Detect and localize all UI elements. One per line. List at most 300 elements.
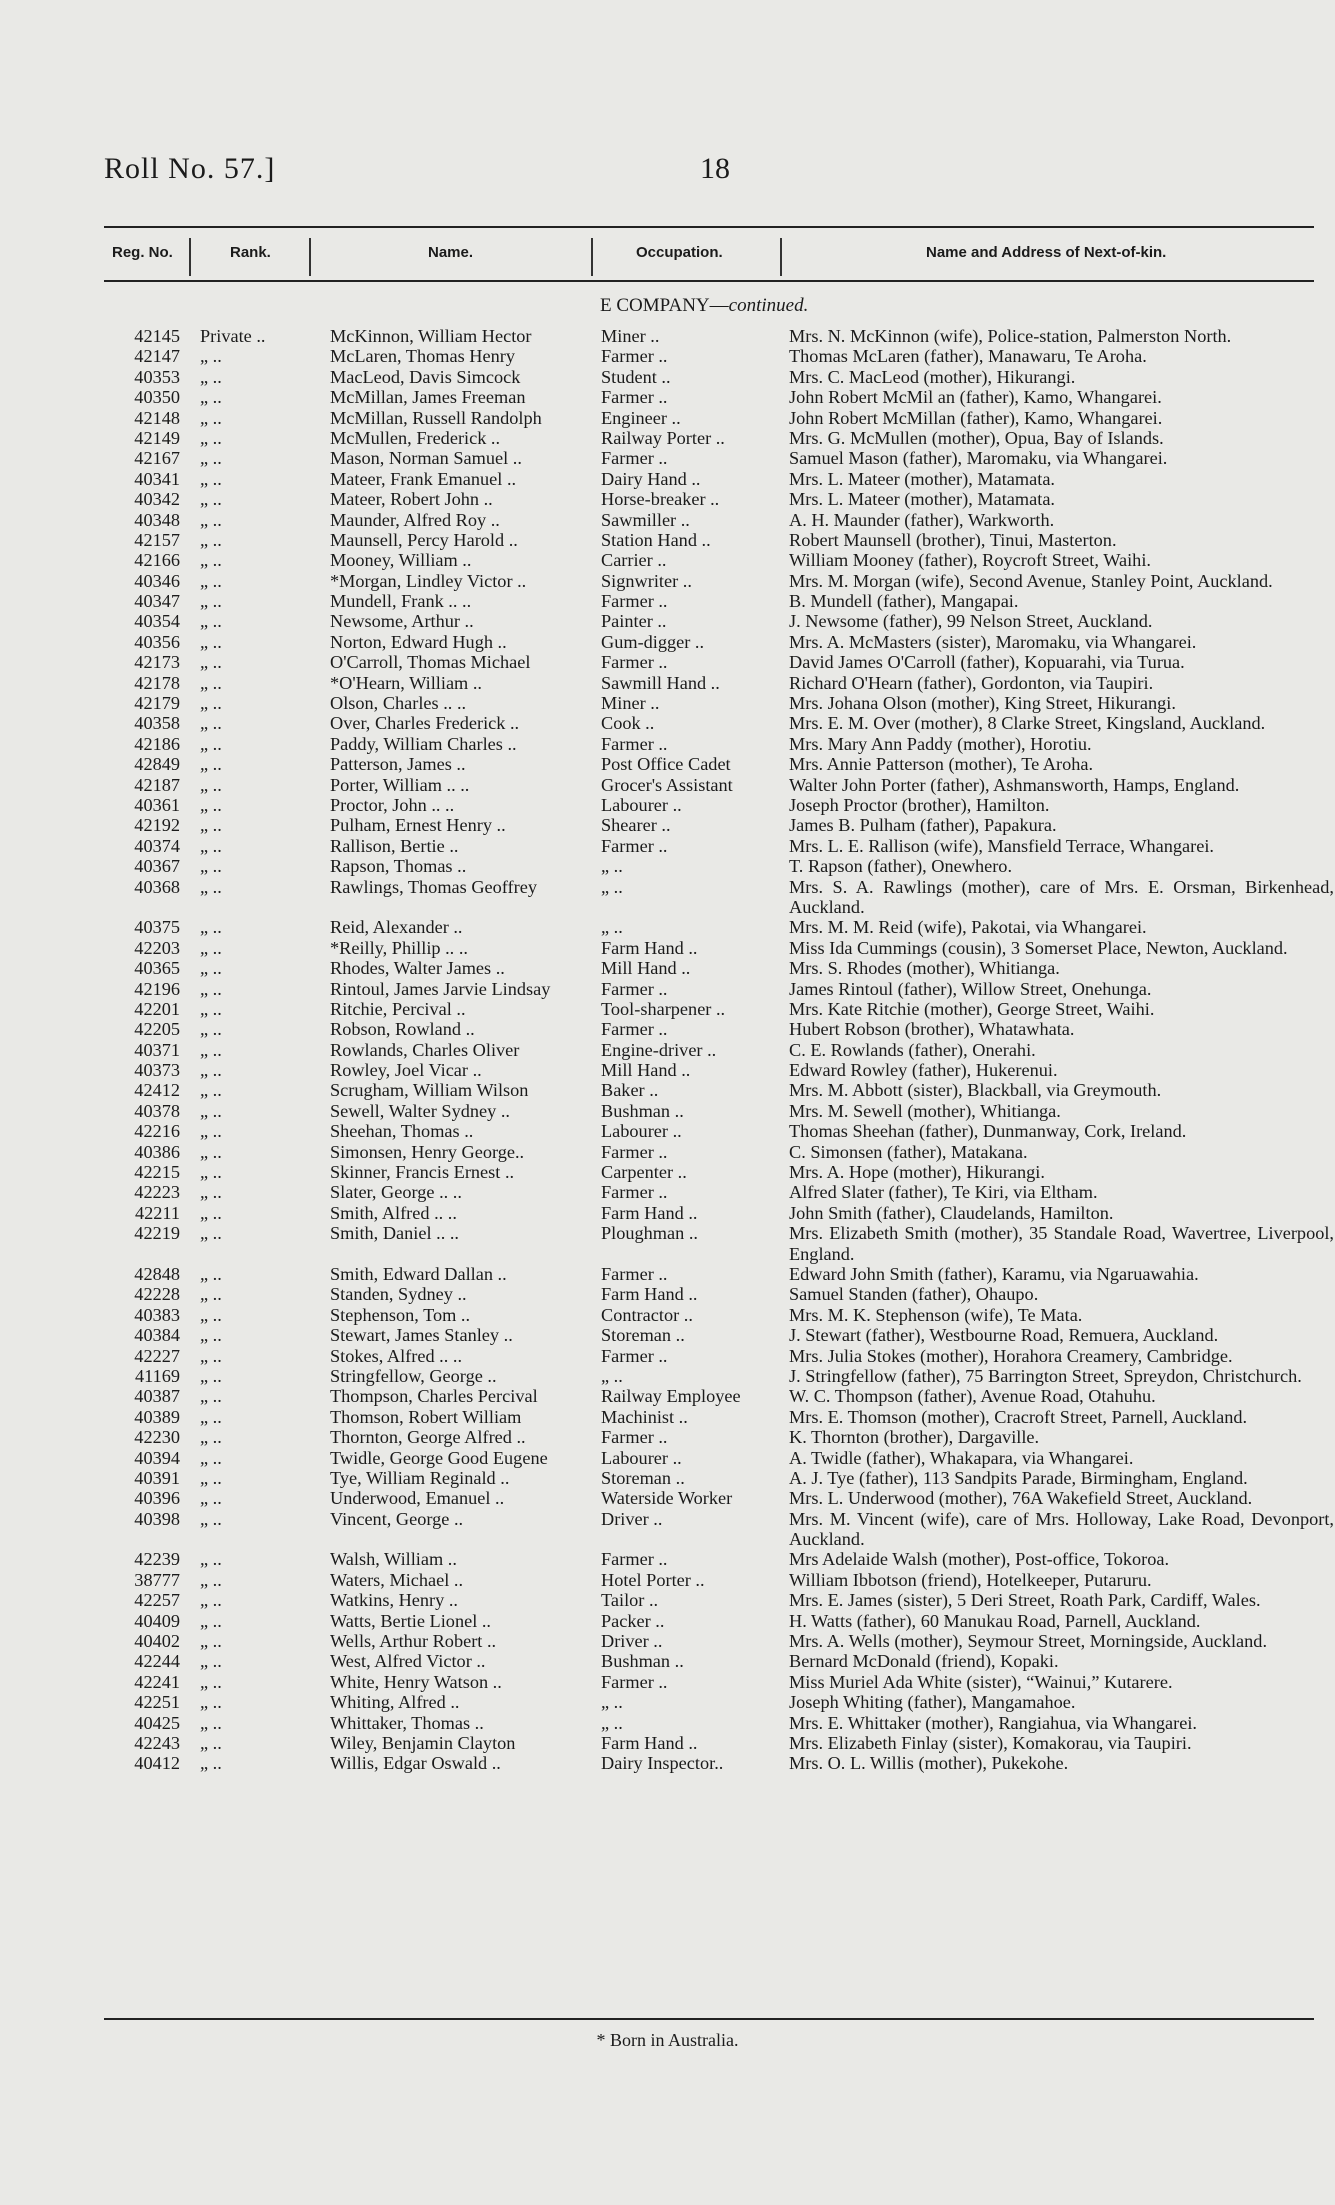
table-row bbox=[0, 917, 1335, 937]
rank-cell: „ .. bbox=[200, 754, 222, 775]
occupation-cell: Storeman .. bbox=[601, 1467, 685, 1488]
occupation-cell: Shearer .. bbox=[601, 815, 671, 836]
name-cell: Stringfellow, George .. bbox=[330, 1365, 497, 1386]
next-of-kin-cell: C. Simonsen (father), Matakana. bbox=[789, 1141, 1028, 1162]
rank-cell: „ .. bbox=[200, 1223, 222, 1244]
next-of-kin-cell: Mrs. E. James (sister), 5 Deri Street, Roath Park, Cardiff, Wales. bbox=[789, 1590, 1261, 1611]
table-row bbox=[0, 1427, 1335, 1447]
table-row bbox=[0, 346, 1335, 366]
occupation-cell: Farmer .. bbox=[601, 978, 668, 999]
reg-no-cell: 40398 bbox=[134, 1508, 180, 1529]
name-cell: Watkins, Henry .. bbox=[330, 1590, 458, 1611]
name-cell: Wells, Arthur Robert .. bbox=[330, 1631, 497, 1652]
next-of-kin-cell: Mrs. M. Abbott (sister), Blackball, via Greymouth. bbox=[789, 1080, 1162, 1101]
reg-no-cell: 42241 bbox=[134, 1671, 180, 1692]
rank-cell: „ .. bbox=[200, 917, 222, 938]
name-cell: Whiting, Alfred .. bbox=[330, 1692, 460, 1713]
next-of-kin-cell: Mrs. O. L. Willis (mother), Pukekohe. bbox=[789, 1753, 1069, 1774]
table-row bbox=[0, 632, 1335, 652]
name-cell: *Reilly, Phillip .. .. bbox=[330, 937, 468, 958]
occupation-cell: Storeman .. bbox=[601, 1325, 685, 1346]
col-next-of-kin: Name and Address of Next-of-kin. bbox=[926, 244, 1167, 261]
next-of-kin-cell: Hubert Robson (brother), Whatawhata. bbox=[789, 1019, 1075, 1040]
occupation-cell: Station Hand .. bbox=[601, 529, 711, 550]
rank-cell: „ .. bbox=[200, 1080, 222, 1101]
occupation-cell: Farmer .. bbox=[601, 1549, 668, 1570]
name-cell: Ritchie, Percival .. bbox=[330, 998, 466, 1019]
table-row bbox=[0, 795, 1335, 815]
occupation-cell: Cook .. bbox=[601, 713, 655, 734]
rank-cell: „ .. bbox=[200, 1488, 222, 1509]
reg-no-cell: 42187 bbox=[134, 774, 180, 795]
occupation-cell: Gum-digger .. bbox=[601, 631, 705, 652]
table-row bbox=[0, 1386, 1335, 1406]
rank-cell: „ .. bbox=[200, 815, 222, 836]
rank-cell: „ .. bbox=[200, 468, 222, 489]
occupation-cell: Engine-driver .. bbox=[601, 1039, 717, 1060]
next-of-kin-cell: Mrs. E. Thomson (mother), Cracroft Street, Parnell, Auckland. bbox=[789, 1406, 1248, 1427]
next-of-kin-cell: A. Twidle (father), Whakapara, via Whangarei. bbox=[789, 1447, 1134, 1468]
reg-no-cell: 40425 bbox=[134, 1712, 180, 1733]
section-title: E COMPANY— bbox=[600, 295, 729, 316]
occupation-cell: Signwriter .. bbox=[601, 570, 692, 591]
reg-no-cell: 40371 bbox=[134, 1039, 180, 1060]
occupation-cell: Ploughman .. bbox=[601, 1223, 698, 1244]
rank-cell: „ .. bbox=[200, 1631, 222, 1652]
next-of-kin-cell: Mrs. A. Hope (mother), Hikurangi. bbox=[789, 1162, 1045, 1183]
name-cell: Rowlands, Charles Oliver bbox=[330, 1039, 520, 1060]
next-of-kin-cell: Mrs. Elizabeth Smith (mother), 35 Standale Road, Wavertree, Liverpool, England. bbox=[789, 1223, 1334, 1264]
reg-no-cell: 42205 bbox=[134, 1019, 180, 1040]
reg-no-cell: 40356 bbox=[134, 631, 180, 652]
next-of-kin-cell: T. Rapson (father), Onewhero. bbox=[789, 856, 1013, 877]
table-row bbox=[0, 673, 1335, 693]
next-of-kin-cell: W. C. Thompson (father), Avenue Road, Otahuhu. bbox=[789, 1386, 1156, 1407]
reg-no-cell: 42251 bbox=[134, 1692, 180, 1713]
table-row bbox=[0, 1713, 1335, 1733]
name-cell: Newsome, Arthur .. bbox=[330, 611, 474, 632]
occupation-cell: Engineer .. bbox=[601, 407, 681, 428]
rank-cell: „ .. bbox=[200, 387, 222, 408]
next-of-kin-cell: Mrs. S. A. Rawlings (mother), care of Mrs. E. Orsman, Birkenhead, Auckland. bbox=[789, 876, 1334, 917]
reg-no-cell: 42848 bbox=[134, 1264, 180, 1284]
table-row bbox=[0, 856, 1335, 876]
table-row bbox=[0, 428, 1335, 448]
occupation-cell: „ .. bbox=[601, 1712, 623, 1733]
rank-cell: „ .. bbox=[200, 1447, 222, 1468]
occupation-cell: Farm Hand .. bbox=[601, 1284, 698, 1305]
next-of-kin-cell: Mrs. M. Vincent (wife), care of Mrs. Holloway, Lake Road, Devonport, Auckland. bbox=[789, 1508, 1334, 1550]
reg-no-cell: 40348 bbox=[134, 509, 180, 530]
table-row bbox=[0, 1019, 1335, 1039]
roll-number: Roll No. 57.] bbox=[104, 152, 276, 185]
occupation-cell: „ .. bbox=[601, 917, 623, 938]
reg-no-cell: 40378 bbox=[134, 1100, 180, 1121]
name-cell: Scrugham, William Wilson bbox=[330, 1080, 529, 1101]
rank-cell: „ .. bbox=[200, 1692, 222, 1713]
occupation-cell: „ .. bbox=[601, 876, 623, 897]
name-cell: Robson, Rowland .. bbox=[330, 1019, 475, 1040]
name-cell: Over, Charles Frederick .. bbox=[330, 713, 520, 734]
occupation-cell: Farmer .. bbox=[601, 1019, 668, 1040]
reg-no-cell: 42147 bbox=[134, 346, 180, 367]
next-of-kin-cell: Mrs. C. MacLeod (mother), Hikurangi. bbox=[789, 366, 1076, 387]
name-cell: Maunder, Alfred Roy .. bbox=[330, 509, 500, 530]
rank-cell: „ .. bbox=[200, 1549, 222, 1570]
name-cell: Pulham, Ernest Henry .. bbox=[330, 815, 506, 836]
table-row bbox=[0, 367, 1335, 387]
rank-cell: „ .. bbox=[200, 1651, 222, 1672]
table-row bbox=[0, 1672, 1335, 1692]
footnote: * Born in Australia. bbox=[596, 2030, 739, 2050]
rank-cell: Private .. bbox=[200, 326, 266, 346]
reg-no-cell: 42216 bbox=[134, 1121, 180, 1142]
reg-no-cell: 41169 bbox=[134, 1365, 180, 1386]
reg-no-cell: 40358 bbox=[134, 713, 180, 734]
next-of-kin-cell: Samuel Mason (father), Maromaku, via Whangarei. bbox=[789, 448, 1168, 469]
name-cell: Paddy, William Charles .. bbox=[330, 733, 517, 754]
rank-cell: „ .. bbox=[200, 1365, 222, 1386]
next-of-kin-cell: Mrs. Kate Ritchie (mother), George Street, Waihi. bbox=[789, 998, 1155, 1019]
next-of-kin-cell: Mrs. M. K. Stephenson (wife), Te Mata. bbox=[789, 1304, 1083, 1325]
next-of-kin-cell: Bernard McDonald (friend), Kopaki. bbox=[789, 1651, 1059, 1672]
rank-cell: „ .. bbox=[200, 958, 222, 979]
table-row bbox=[0, 387, 1335, 407]
rank-cell: „ .. bbox=[200, 570, 222, 591]
table-row bbox=[0, 1203, 1335, 1223]
rank-cell: „ .. bbox=[200, 1610, 222, 1631]
name-cell: Waters, Michael .. bbox=[330, 1569, 464, 1590]
table-row bbox=[0, 1509, 1335, 1550]
reg-no-cell: 42149 bbox=[134, 427, 180, 448]
footer-rule bbox=[104, 2018, 1314, 2020]
occupation-cell: Tool-sharpener .. bbox=[601, 998, 726, 1019]
next-of-kin-cell: Edward Rowley (father), Hukerenui. bbox=[789, 1060, 1058, 1081]
rank-cell: „ .. bbox=[200, 1162, 222, 1183]
rank-cell: „ .. bbox=[200, 1284, 222, 1305]
next-of-kin-cell: Thomas McLaren (father), Manawaru, Te Aroha. bbox=[789, 346, 1147, 367]
table-row bbox=[0, 1570, 1335, 1590]
next-of-kin-cell: John Robert McMillan (father), Kamo, Whangarei. bbox=[789, 407, 1163, 428]
table-row bbox=[0, 448, 1335, 468]
table-row bbox=[0, 1040, 1335, 1060]
reg-no-cell: 38777 bbox=[134, 1569, 180, 1590]
reg-no-cell: 40361 bbox=[134, 794, 180, 815]
table-row bbox=[0, 1346, 1335, 1366]
reg-no-cell: 42167 bbox=[134, 448, 180, 469]
reg-no-cell: 42849 bbox=[134, 754, 180, 775]
name-cell: MacLeod, Davis Simcock bbox=[330, 366, 521, 387]
occupation-cell: Railway Employee bbox=[601, 1386, 741, 1407]
next-of-kin-cell: J. Newsome (father), 99 Nelson Street, Auckland. bbox=[789, 611, 1153, 632]
next-of-kin-cell: William Mooney (father), Roycroft Street, Waihi. bbox=[789, 550, 1151, 571]
name-cell: Stewart, James Stanley .. bbox=[330, 1325, 513, 1346]
name-cell: Thompson, Charles Percival bbox=[330, 1386, 538, 1407]
name-cell: Simonsen, Henry George.. bbox=[330, 1141, 525, 1162]
rank-cell: „ .. bbox=[200, 835, 222, 856]
rank-cell: „ .. bbox=[200, 1753, 222, 1774]
next-of-kin-cell: Mrs. E. Whittaker (mother), Rangiahua, via Whangarei. bbox=[789, 1712, 1197, 1733]
table-row bbox=[0, 1407, 1335, 1427]
occupation-cell: Labourer .. bbox=[601, 1447, 682, 1468]
table-row bbox=[0, 938, 1335, 958]
table-row bbox=[0, 611, 1335, 631]
reg-no-cell: 40389 bbox=[134, 1406, 180, 1427]
reg-no-cell: 40383 bbox=[134, 1304, 180, 1325]
reg-no-cell: 42257 bbox=[134, 1590, 180, 1611]
table-row bbox=[0, 999, 1335, 1019]
table-row bbox=[0, 1182, 1335, 1202]
next-of-kin-cell: Mrs. L. Underwood (mother), 76A Wakefield Street, Auckland. bbox=[789, 1488, 1253, 1509]
occupation-cell: Waterside Worker bbox=[601, 1488, 733, 1509]
table-row bbox=[0, 1223, 1335, 1264]
name-cell: Maunsell, Percy Harold .. bbox=[330, 529, 518, 550]
reg-no-cell: 42215 bbox=[134, 1162, 180, 1183]
occupation-cell: Student .. bbox=[601, 366, 671, 387]
next-of-kin-cell: John Smith (father), Claudelands, Hamilton. bbox=[789, 1202, 1114, 1223]
rank-cell: „ .. bbox=[200, 794, 222, 815]
rank-cell: „ .. bbox=[200, 876, 222, 897]
next-of-kin-cell: Joseph Proctor (brother), Hamilton. bbox=[789, 794, 1050, 815]
table-row bbox=[0, 1101, 1335, 1121]
next-of-kin-cell: William Ibbotson (friend), Hotelkeeper, Putaruru. bbox=[789, 1569, 1152, 1590]
reg-no-cell: 40387 bbox=[134, 1386, 180, 1407]
name-cell: Rhodes, Walter James .. bbox=[330, 958, 505, 979]
rank-cell: „ .. bbox=[200, 1406, 222, 1427]
table-row bbox=[0, 591, 1335, 611]
name-cell: Standen, Sydney .. bbox=[330, 1284, 467, 1305]
table-row bbox=[0, 1611, 1335, 1631]
name-cell: Norton, Edward Hugh .. bbox=[330, 631, 507, 652]
reg-no-cell: 42192 bbox=[134, 815, 180, 836]
rank-cell: „ .. bbox=[200, 1264, 222, 1284]
rank-cell: „ .. bbox=[200, 1141, 222, 1162]
next-of-kin-cell: Mrs. Johana Olson (mother), King Street, Hikurangi. bbox=[789, 693, 1176, 714]
name-cell: Mundell, Frank .. .. bbox=[330, 591, 472, 612]
name-cell: McKinnon, William Hector bbox=[330, 326, 532, 346]
table-row bbox=[0, 775, 1335, 795]
occupation-cell: Farm Hand .. bbox=[601, 1733, 698, 1753]
occupation-cell: Painter .. bbox=[601, 611, 667, 632]
col-reg-no: Reg. No. bbox=[112, 244, 173, 261]
name-cell: McLaren, Thomas Henry bbox=[330, 346, 515, 367]
section-heading bbox=[600, 295, 808, 317]
reg-no-cell: 40353 bbox=[134, 366, 180, 387]
reg-no-cell: 40375 bbox=[134, 917, 180, 938]
next-of-kin-cell: Alfred Slater (father), Te Kiri, via Eltham. bbox=[789, 1182, 1098, 1203]
roll-table bbox=[0, 326, 1335, 1774]
reg-no-cell: 40374 bbox=[134, 835, 180, 856]
rank-cell: „ .. bbox=[200, 1427, 222, 1448]
table-row bbox=[0, 754, 1335, 774]
rank-cell: „ .. bbox=[200, 1671, 222, 1692]
name-cell: *Morgan, Lindley Victor .. bbox=[330, 570, 527, 591]
occupation-cell: Horse-breaker .. bbox=[601, 489, 720, 510]
occupation-cell: Labourer .. bbox=[601, 1121, 682, 1142]
rank-cell: „ .. bbox=[200, 693, 222, 714]
next-of-kin-cell: David James O'Carroll (father), Kopuarahi, via Turua. bbox=[789, 652, 1185, 673]
table-row bbox=[0, 734, 1335, 754]
occupation-cell: Farmer .. bbox=[601, 733, 668, 754]
table-row bbox=[0, 1121, 1335, 1141]
next-of-kin-cell: Mrs. Julia Stokes (mother), Horahora Creamery, Cambridge. bbox=[789, 1345, 1233, 1366]
table-row bbox=[0, 1366, 1335, 1386]
reg-no-cell: 42219 bbox=[134, 1223, 180, 1244]
table-row bbox=[0, 1325, 1335, 1345]
table-row bbox=[0, 469, 1335, 489]
rank-cell: „ .. bbox=[200, 1182, 222, 1203]
occupation-cell: Railway Porter .. bbox=[601, 427, 725, 448]
next-of-kin-cell: A. J. Tye (father), 113 Sandpits Parade, Birmingham, England. bbox=[789, 1467, 1248, 1488]
reg-no-cell: 40365 bbox=[134, 958, 180, 979]
occupation-cell: Carrier .. bbox=[601, 550, 667, 571]
next-of-kin-cell: Edward John Smith (father), Karamu, via Ngaruawahia. bbox=[789, 1264, 1199, 1284]
occupation-cell: Farmer .. bbox=[601, 1345, 668, 1366]
name-cell: Vincent, George .. bbox=[330, 1508, 464, 1529]
occupation-cell: Driver .. bbox=[601, 1631, 663, 1652]
reg-no-cell: 40346 bbox=[134, 570, 180, 591]
name-cell: McMillan, Russell Randolph bbox=[330, 407, 542, 428]
table-row bbox=[0, 1162, 1335, 1182]
reg-no-cell: 42157 bbox=[134, 529, 180, 550]
name-cell: Walsh, William .. bbox=[330, 1549, 457, 1570]
occupation-cell: Packer .. bbox=[601, 1610, 665, 1631]
table-row bbox=[0, 1590, 1335, 1610]
rank-cell: „ .. bbox=[200, 611, 222, 632]
reg-no-cell: 40367 bbox=[134, 856, 180, 877]
reg-no-cell: 40354 bbox=[134, 611, 180, 632]
name-cell: Thornton, George Alfred .. bbox=[330, 1427, 526, 1448]
next-of-kin-cell: Mrs. L. E. Rallison (wife), Mansfield Terrace, Whangarei. bbox=[789, 835, 1214, 856]
reg-no-cell: 42173 bbox=[134, 652, 180, 673]
rank-cell: „ .. bbox=[200, 774, 222, 795]
rank-cell: „ .. bbox=[200, 1712, 222, 1733]
rank-cell: „ .. bbox=[200, 489, 222, 510]
reg-no-cell: 42228 bbox=[134, 1284, 180, 1305]
occupation-cell: Farm Hand .. bbox=[601, 1202, 698, 1223]
reg-no-cell: 42244 bbox=[134, 1651, 180, 1672]
reg-no-cell: 40342 bbox=[134, 489, 180, 510]
reg-no-cell: 42178 bbox=[134, 672, 180, 693]
table-row bbox=[0, 836, 1335, 856]
table-row bbox=[0, 1264, 1335, 1284]
rank-cell: „ .. bbox=[200, 427, 222, 448]
rank-cell: „ .. bbox=[200, 1019, 222, 1040]
next-of-kin-cell: Mrs. G. McMullen (mother), Opua, Bay of Islands. bbox=[789, 427, 1164, 448]
reg-no-cell: 42186 bbox=[134, 733, 180, 754]
occupation-cell: „ .. bbox=[601, 1692, 623, 1713]
next-of-kin-cell: Mrs. A. Wells (mother), Seymour Street, Morningside, Auckland. bbox=[789, 1631, 1268, 1652]
next-of-kin-cell: Robert Maunsell (brother), Tinui, Masterton. bbox=[789, 529, 1117, 550]
name-cell: Patterson, James .. bbox=[330, 754, 466, 775]
name-cell: Stephenson, Tom .. bbox=[330, 1304, 471, 1325]
next-of-kin-cell: Walter John Porter (father), Ashmansworth, Hamps, England. bbox=[789, 774, 1240, 795]
section-suffix: continued. bbox=[728, 295, 809, 316]
next-of-kin-cell: Mrs. M. Sewell (mother), Whitianga. bbox=[789, 1100, 1061, 1121]
rank-cell: „ .. bbox=[200, 1345, 222, 1366]
table-row bbox=[0, 652, 1335, 672]
occupation-cell: Dairy Hand .. bbox=[601, 468, 701, 489]
rank-cell: „ .. bbox=[200, 1121, 222, 1142]
table-row bbox=[0, 1305, 1335, 1325]
reg-no-cell: 42203 bbox=[134, 937, 180, 958]
occupation-cell: Tailor .. bbox=[601, 1590, 659, 1611]
table-row bbox=[0, 1080, 1335, 1100]
table-row bbox=[0, 550, 1335, 570]
next-of-kin-cell: Mrs. L. Mateer (mother), Matamata. bbox=[789, 468, 1055, 489]
rank-cell: „ .. bbox=[200, 550, 222, 571]
name-cell: Mateer, Robert John .. bbox=[330, 489, 493, 510]
reg-no-cell: 40386 bbox=[134, 1141, 180, 1162]
occupation-cell: Miner .. bbox=[601, 326, 660, 346]
occupation-cell: Farmer .. bbox=[601, 591, 668, 612]
next-of-kin-cell: Mrs. M. Morgan (wife), Second Avenue, Stanley Point, Auckland. bbox=[789, 570, 1273, 591]
occupation-cell: Farmer .. bbox=[601, 1182, 668, 1203]
reg-no-cell: 42227 bbox=[134, 1345, 180, 1366]
table-header bbox=[104, 226, 1314, 282]
name-cell: Watts, Bertie Lionel .. bbox=[330, 1610, 491, 1631]
table-row bbox=[0, 326, 1335, 346]
reg-no-cell: 40412 bbox=[134, 1753, 180, 1774]
next-of-kin-cell: Samuel Standen (father), Ohaupo. bbox=[789, 1284, 1039, 1305]
rank-cell: „ .. bbox=[200, 1569, 222, 1590]
occupation-cell: Farmer .. bbox=[601, 1671, 668, 1692]
occupation-cell: Mill Hand .. bbox=[601, 958, 691, 979]
rank-cell: „ .. bbox=[200, 1060, 222, 1081]
next-of-kin-cell: Joseph Whiting (father), Mangamahoe. bbox=[789, 1692, 1076, 1713]
next-of-kin-cell: K. Thornton (brother), Dargaville. bbox=[789, 1427, 1040, 1448]
next-of-kin-cell: Mrs. E. M. Over (mother), 8 Clarke Street, Kingsland, Auckland. bbox=[789, 713, 1266, 734]
name-cell: Thomson, Robert William bbox=[330, 1406, 522, 1427]
reg-no-cell: 40396 bbox=[134, 1488, 180, 1509]
reg-no-cell: 42145 bbox=[134, 326, 180, 346]
name-cell: Slater, George .. .. bbox=[330, 1182, 462, 1203]
name-cell: Stokes, Alfred .. .. bbox=[330, 1345, 463, 1366]
table-row bbox=[0, 1753, 1335, 1773]
name-cell: *O'Hearn, William .. bbox=[330, 672, 482, 693]
occupation-cell: Contractor .. bbox=[601, 1304, 693, 1325]
next-of-kin-cell: Mrs. A. McMasters (sister), Maromaku, via Whangarei. bbox=[789, 631, 1197, 652]
occupation-cell: Farmer .. bbox=[601, 835, 668, 856]
name-cell: Underwood, Emanuel .. bbox=[330, 1488, 505, 1509]
table-row bbox=[0, 1142, 1335, 1162]
next-of-kin-cell: Mrs. M. M. Reid (wife), Pakotai, via Whangarei. bbox=[789, 917, 1147, 938]
occupation-cell: Bushman .. bbox=[601, 1100, 684, 1121]
rank-cell: „ .. bbox=[200, 509, 222, 530]
rank-cell: „ .. bbox=[200, 1733, 222, 1753]
name-cell: Sheehan, Thomas .. bbox=[330, 1121, 474, 1142]
table-row bbox=[0, 408, 1335, 428]
rank-cell: „ .. bbox=[200, 1304, 222, 1325]
next-of-kin-cell: Mrs. Elizabeth Finlay (sister), Komakorau, via Taupiri. bbox=[789, 1733, 1192, 1753]
name-cell: White, Henry Watson .. bbox=[330, 1671, 502, 1692]
name-cell: Wiley, Benjamin Clayton bbox=[330, 1733, 516, 1753]
occupation-cell: Hotel Porter .. bbox=[601, 1569, 705, 1590]
reg-no-cell: 42239 bbox=[134, 1549, 180, 1570]
table-row bbox=[0, 571, 1335, 591]
col-rank: Rank. bbox=[230, 244, 271, 261]
reg-no-cell: 40391 bbox=[134, 1467, 180, 1488]
occupation-cell: Labourer .. bbox=[601, 794, 682, 815]
occupation-cell: Farmer .. bbox=[601, 448, 668, 469]
reg-no-cell: 42148 bbox=[134, 407, 180, 428]
table-row bbox=[0, 713, 1335, 733]
occupation-cell: Grocer's Assistant bbox=[601, 774, 733, 795]
name-cell: Proctor, John .. .. bbox=[330, 794, 455, 815]
occupation-cell: Baker .. bbox=[601, 1080, 659, 1101]
occupation-cell: Machinist .. bbox=[601, 1406, 688, 1427]
reg-no-cell: 42223 bbox=[134, 1182, 180, 1203]
